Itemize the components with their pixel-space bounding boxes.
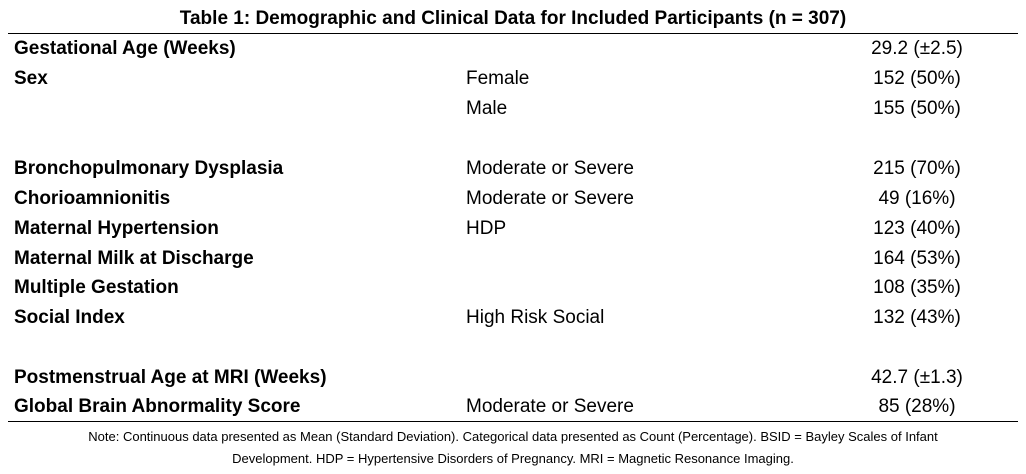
table-row	[0, 244, 1026, 274]
row-category: Moderate or Severe	[466, 158, 634, 179]
row-label: Maternal Milk at Discharge	[14, 248, 254, 269]
row-label: Gestational Age (Weeks)	[14, 38, 236, 59]
note-line-2: Development. HDP = Hypertensive Disorders of Pregnancy. MRI = Magnetic Resonance Imaging.	[232, 451, 794, 466]
table-row	[0, 273, 1026, 303]
row-value: 108 (35%)	[873, 277, 961, 298]
row-value: 123 (40%)	[873, 218, 961, 239]
row-category: High Risk Social	[466, 307, 605, 328]
row-value: 155 (50%)	[873, 98, 961, 119]
row-label: Global Brain Abnormality Score	[14, 396, 301, 417]
row-value: 164 (53%)	[873, 248, 961, 269]
row-value: 29.2 (±2.5)	[871, 38, 963, 59]
table-row	[0, 154, 1026, 184]
row-value: 215 (70%)	[873, 158, 961, 179]
row-label: Chorioamnionitis	[14, 188, 171, 209]
row-label: Maternal Hypertension	[14, 218, 219, 239]
row-category: Moderate or Severe	[466, 396, 634, 417]
row-category: Male	[466, 98, 508, 119]
row-label: Postmenstrual Age at MRI (Weeks)	[14, 367, 327, 388]
row-category: HDP	[466, 218, 507, 239]
row-value: 152 (50%)	[873, 68, 961, 89]
table-note	[0, 426, 1026, 470]
row-label: Multiple Gestation	[14, 277, 179, 298]
row-label: Social Index	[14, 307, 125, 328]
row-value: 132 (43%)	[873, 307, 961, 328]
row-value: 42.7 (±1.3)	[871, 367, 963, 388]
row-label: Bronchopulmonary Dysplasia	[14, 158, 284, 179]
table-row	[0, 34, 1026, 64]
row-label: Sex	[14, 68, 48, 89]
row-category: Moderate or Severe	[466, 188, 634, 209]
row-value: 85 (28%)	[878, 396, 956, 417]
table-row	[0, 392, 1026, 422]
table-row	[0, 363, 1026, 393]
table-title: Table 1: Demographic and Clinical Data for Included Participants (n = 307)	[179, 8, 847, 29]
row-category: Female	[466, 68, 530, 89]
note-line-1: Note: Continuous data presented as Mean (Standard Deviation). Categorical data presented as Count (Percentage). BSID = Bayley Scales of Infant	[88, 429, 938, 444]
table-row	[0, 303, 1026, 333]
bottom-rule	[8, 421, 1018, 422]
table-row	[0, 94, 1026, 124]
table-row	[0, 184, 1026, 214]
table-row	[0, 214, 1026, 244]
row-value: 49 (16%)	[878, 188, 956, 209]
table-row	[0, 64, 1026, 94]
